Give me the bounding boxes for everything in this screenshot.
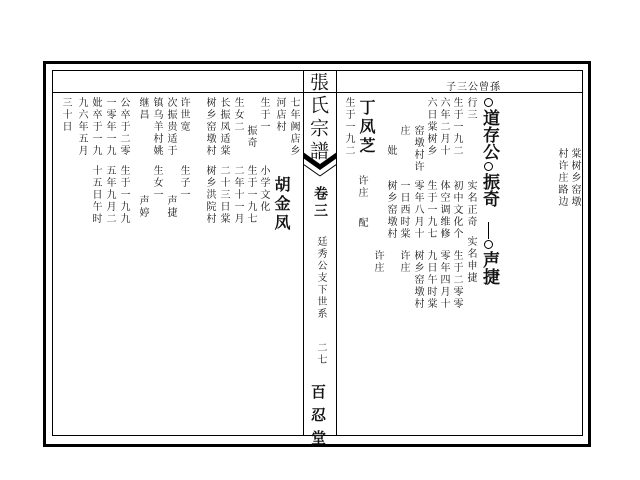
spine-hall-name: 百忍堂 [309, 384, 327, 453]
zhenqi-col-a: 实名正奇 [465, 180, 476, 228]
left-col-13: 一零年一九 [104, 97, 115, 157]
left-col-9: 次振贵适于 [165, 97, 176, 157]
zhenqi-col-h: 许庄 [372, 250, 383, 274]
spine-volume: 卷三 [312, 186, 328, 220]
left-col-11: 继昌 [137, 97, 148, 121]
spine-branch: 廷秀公支下世系 [315, 236, 326, 320]
left-col-1: 七年阙店乡 [288, 97, 299, 157]
person-name-shengjie: 声捷 [479, 251, 499, 285]
pei-label: 妣 [385, 145, 396, 157]
left-d5: 树乡洪院村 [204, 165, 215, 225]
person-name-zhenqi: 振奇 [479, 173, 499, 207]
left-d11: 五年九月二 [104, 165, 115, 225]
spine-right-rule [336, 70, 337, 436]
gen-shengjie [480, 238, 497, 285]
left-col-5: 生女二 [232, 97, 243, 133]
left-d4: 二十三日棠 [218, 165, 229, 225]
spouse-col-a: 生于一九二 [343, 97, 354, 157]
spouse-name-dingfengzhi: 丁凤芝 [357, 99, 376, 156]
daocun-col-d: 六日棠树乡 [425, 97, 436, 157]
shengjie-col-c: 零年四月十 [438, 250, 449, 310]
left-col-12: 公卒于二零 [118, 97, 129, 157]
person-name-daocun: 道存公 [479, 109, 499, 160]
gen-circle-1 [484, 98, 493, 107]
spouse-name-hujinfeng: 胡金凤 [272, 176, 291, 233]
left-col-2: 河店村 [274, 97, 285, 133]
left-col-14: 妣卒于一九 [90, 97, 101, 157]
zhenqi-col-e: 零年八月十 [412, 180, 423, 240]
left-col-8: 许世宽 [178, 97, 189, 133]
daocun-col-b: 生于一九二 [451, 97, 462, 157]
daocun-col-e: 窑墩村许 [412, 125, 423, 173]
spouse-pei: 配 [356, 217, 367, 229]
zhenqi-col-f: 一日西时棠 [398, 180, 409, 240]
left-col-4: 振奇 [245, 125, 256, 149]
left-col-6: 长振凤适棠 [218, 97, 229, 157]
shengjie-col-a: 实名申捷 [465, 236, 476, 284]
zhenqi-col-g: 树乡窑墩村 [385, 180, 396, 240]
left-col-10: 镇乌羊村姚 [151, 97, 162, 157]
daocun-col-a: 行三 [465, 97, 476, 121]
left-col-3: 生于一 [258, 97, 269, 133]
left-col-15: 九六年五月 [76, 97, 87, 157]
lineage-connector [488, 222, 489, 239]
left-col-16: 三十日 [60, 97, 71, 133]
shengjie-col-b: 生于二零零 [451, 250, 462, 310]
gen-daocun [480, 96, 497, 207]
spouse-col-b: 许庄 [356, 175, 367, 199]
left-d9: 声婷 [137, 195, 148, 219]
spine-page-number: 二七 [315, 342, 326, 366]
left-d2: 生于一九七 [245, 165, 256, 225]
shengjie-col-e: 树乡窑墩村 [412, 250, 423, 310]
spine-left-rule [303, 70, 304, 436]
far-col-a: 棠树乡窑墩 [569, 148, 580, 208]
zhenqi-col-b: 初中文化个 [451, 180, 462, 240]
daocun-col-c: 六年二月十 [438, 97, 449, 157]
left-d8: 生女一 [151, 165, 162, 201]
left-d6: 生子一 [178, 165, 189, 201]
zhenqi-col-c: 体空调维修 [438, 180, 449, 240]
left-col-7: 树乡窑墩村 [204, 97, 215, 157]
left-d10: 生于一九九 [118, 165, 129, 225]
left-d3: 二年十一月 [232, 165, 243, 225]
gen-circle-2 [484, 162, 493, 171]
left-d12: 十五日午时 [90, 165, 101, 225]
daocun-col-f: 庄 [398, 125, 409, 137]
shengjie-col-d: 九日午时棠 [425, 250, 436, 310]
left-d1: 小学文化 [258, 165, 269, 213]
left-d7: 声捷 [165, 195, 176, 219]
shengjie-col-f: 许庄 [398, 250, 409, 274]
header-right-label: 子三公曾孫 [446, 82, 501, 93]
gen-circle-3 [484, 240, 493, 249]
zhenqi-col-d: 生于一九七 [425, 180, 436, 240]
far-col-b: 村许庄路边 [556, 148, 567, 208]
spine-title: 張氏宗譜 [307, 72, 329, 164]
